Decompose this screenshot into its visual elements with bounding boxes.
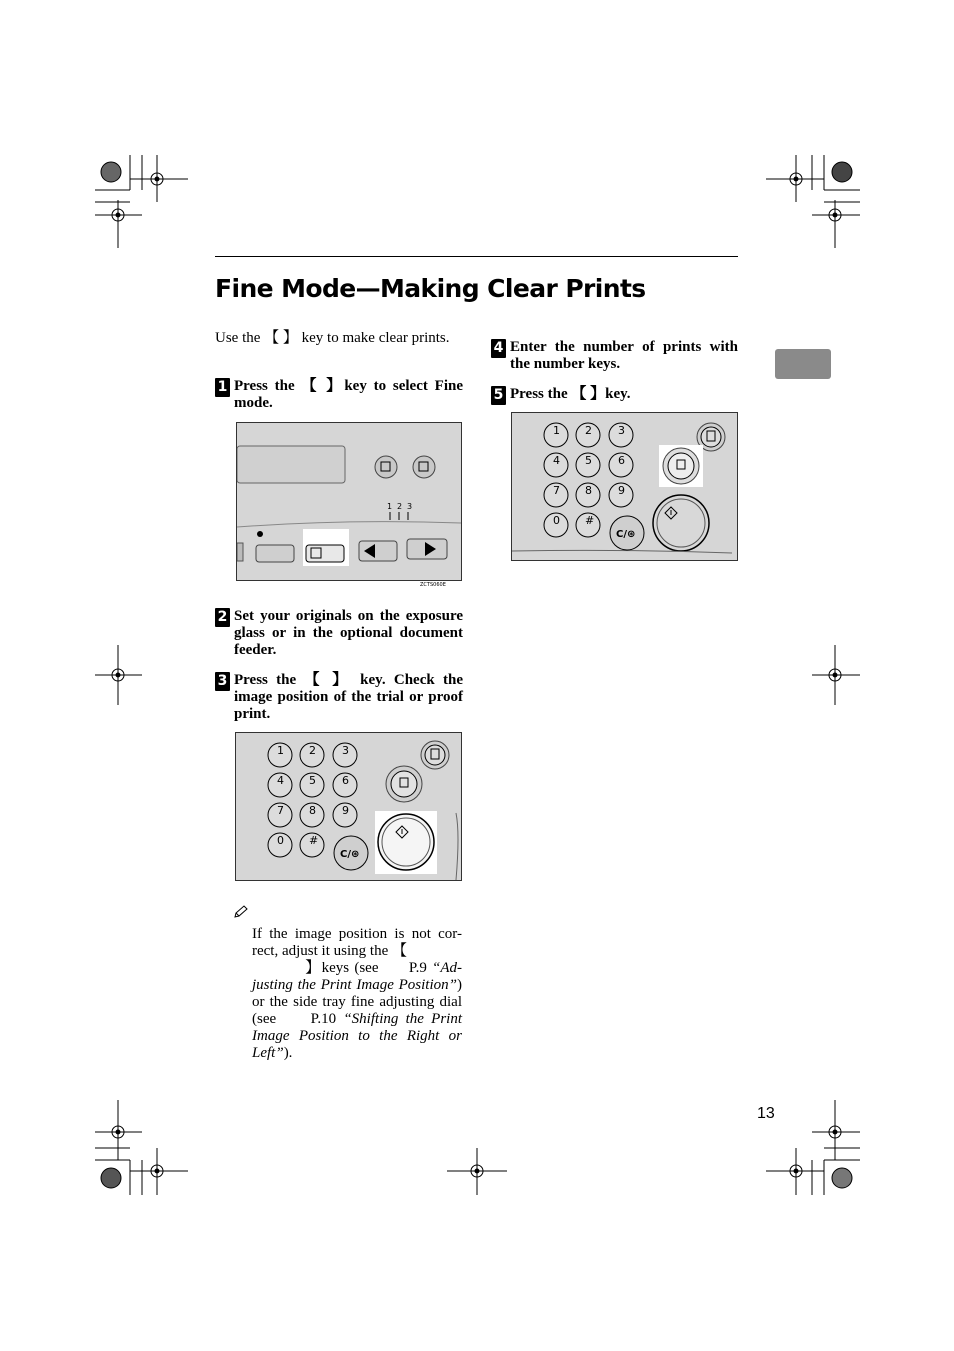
step-3 xyxy=(217,672,463,723)
step-text: Enter the number of prints with the number keys. xyxy=(510,339,738,372)
number-key-label: 2 xyxy=(585,424,592,437)
step-2 xyxy=(217,608,463,659)
number-key-label: 6 xyxy=(342,774,349,787)
figure-caption: ZCTS060E xyxy=(420,582,446,588)
step-number: 3 xyxy=(215,672,230,691)
number-key-label: # xyxy=(585,514,595,527)
note-mid: ) or the side tray fine adjusting dial (see xyxy=(252,977,462,1027)
page-number: 13 xyxy=(757,1105,775,1122)
pencil-icon xyxy=(233,905,249,919)
number-key-label: 9 xyxy=(342,804,349,817)
page-title: Fine Mode—Making Clear Prints xyxy=(215,274,646,303)
note-text xyxy=(252,926,462,1062)
keypad-figure-print xyxy=(235,732,462,881)
keypad-drawing xyxy=(236,733,461,880)
indicator-label: 1 xyxy=(387,502,393,511)
number-key-label: 4 xyxy=(277,774,284,787)
intro-text: Use the 【 】 key to make clear prints. xyxy=(215,330,450,346)
step-number: 1 xyxy=(215,378,230,397)
step-number: 4 xyxy=(491,339,506,358)
note-end: ). xyxy=(283,1045,293,1061)
note-ref2-page[interactable]: P.10 xyxy=(310,1011,337,1027)
step-5 xyxy=(493,386,738,403)
number-key-label: 5 xyxy=(585,454,592,467)
header-rule xyxy=(215,256,738,257)
number-key-label: 8 xyxy=(309,804,316,817)
step-number: 2 xyxy=(215,608,230,627)
note-line1: If the image position is not cor-rect, adjust it using the 【 xyxy=(252,926,462,959)
clear-stop-key-label: C/⊛ xyxy=(340,849,360,860)
note-line2: 】keys (see xyxy=(305,960,379,976)
number-key-label: 2 xyxy=(309,744,316,757)
note-ref1-page[interactable]: P.9 xyxy=(408,960,427,976)
number-key-label: 0 xyxy=(277,834,284,847)
number-key-label: # xyxy=(309,834,319,847)
number-key-label: 8 xyxy=(585,484,592,497)
step-text: Press the 【 】 key. Check the image position of the trial or proof print. xyxy=(234,672,463,722)
number-key-label: 1 xyxy=(553,424,560,437)
number-key-label: 3 xyxy=(618,424,625,437)
control-panel-drawing xyxy=(237,423,461,580)
step-text: Press the 【 】key. xyxy=(510,386,631,402)
number-key-label: 1 xyxy=(277,744,284,757)
note-ref1-title[interactable]: “Ad-justing the Print Image Position” xyxy=(252,960,463,993)
keypad-figure-proof xyxy=(511,412,738,561)
step-4 xyxy=(493,339,738,373)
keypad-drawing xyxy=(512,413,737,560)
number-key-label: 4 xyxy=(553,454,560,467)
indicator-label: 3 xyxy=(407,502,413,511)
number-key-label: 9 xyxy=(618,484,625,497)
number-key-label: 0 xyxy=(553,514,560,527)
number-key-label: 7 xyxy=(277,804,284,817)
clear-stop-key-label: C/⊛ xyxy=(616,529,636,540)
indicator-label: 2 xyxy=(397,502,403,511)
number-key-label: 5 xyxy=(309,774,316,787)
note-ref2-title[interactable]: “Shifting the Print Image Position to the Right or Left” xyxy=(252,1011,463,1061)
step-number: 5 xyxy=(491,386,506,405)
step-1 xyxy=(217,378,463,412)
number-key-label: 6 xyxy=(618,454,625,467)
number-key-label: 3 xyxy=(342,744,349,757)
number-key-label: 7 xyxy=(553,484,560,497)
control-panel-figure xyxy=(236,422,462,581)
step-text: Set your originals on the exposure glass or in the optional document feeder. xyxy=(234,608,463,658)
step-text: Press the 【 】key to select Fine mode. xyxy=(234,378,463,411)
chapter-tab xyxy=(775,349,831,379)
